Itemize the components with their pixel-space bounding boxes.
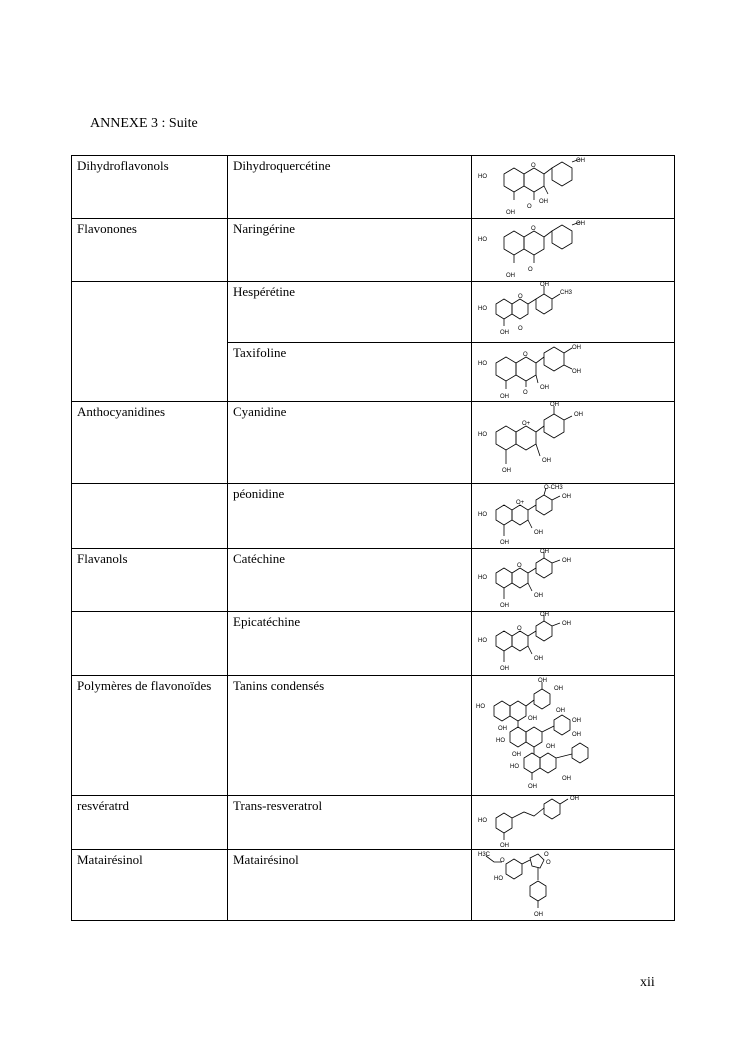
- atom-label: O: [544, 852, 549, 858]
- table-row: [72, 850, 675, 921]
- compound-cell: Taxifoline: [228, 343, 472, 402]
- compound-cell: Hespérétine: [228, 282, 472, 343]
- atom-label: HO: [478, 512, 487, 518]
- atom-label: H3C: [478, 852, 491, 858]
- cyanidin-structure-icon: [472, 402, 674, 482]
- atom-label: OH: [572, 718, 581, 724]
- atom-label: OH: [506, 273, 515, 279]
- atom-label: O: [518, 294, 523, 300]
- atom-label: HO: [476, 704, 485, 710]
- atom-label: O: [531, 226, 536, 232]
- atom-label: OH: [500, 394, 509, 400]
- atom-label: OH: [554, 686, 563, 692]
- structure-cell: [472, 850, 675, 921]
- table-row: [72, 676, 675, 796]
- structure-cell: [472, 282, 675, 343]
- class-cell: Anthocyanidines: [72, 402, 228, 484]
- atom-label: OH: [550, 402, 559, 408]
- atom-label: OH: [506, 210, 515, 216]
- table-row: [72, 402, 675, 484]
- atom-label: HO: [478, 306, 487, 312]
- atom-label: OH: [528, 784, 537, 790]
- atom-label: O: [546, 860, 551, 866]
- class-cell: resvératrd: [72, 796, 228, 850]
- compound-cell: Catéchine: [228, 549, 472, 612]
- compound-cell: Trans-resveratrol: [228, 796, 472, 850]
- catechin-structure-icon: [472, 549, 674, 611]
- class-cell: Dihydroflavonols: [72, 156, 228, 219]
- compound-cell: Tanins condensés: [228, 676, 472, 796]
- epicatechin-structure-icon: [472, 612, 674, 674]
- peonidin-structure-icon: [472, 484, 674, 547]
- atom-label: HO: [494, 876, 503, 882]
- class-cell: Matairésinol: [72, 850, 228, 921]
- atom-label: O: [531, 163, 536, 169]
- atom-label: OH: [540, 282, 549, 288]
- atom-label: OH: [570, 796, 579, 802]
- atom-label: O: [517, 563, 522, 569]
- class-cell: Flavonones: [72, 219, 228, 282]
- table-row: [72, 219, 675, 282]
- structure-cell: [472, 612, 675, 676]
- atom-label: O: [523, 352, 528, 358]
- structure-cell: [472, 676, 675, 796]
- atom-label: CH3: [560, 290, 573, 296]
- atom-label: OH: [562, 776, 571, 782]
- compound-cell: Naringérine: [228, 219, 472, 282]
- atom-label: OH: [539, 199, 548, 205]
- atom-label: OH: [500, 540, 509, 546]
- atom-label: OH: [572, 732, 581, 738]
- table-row: [72, 612, 675, 676]
- atom-label: OH: [562, 558, 571, 564]
- atom-label: OH: [562, 494, 571, 500]
- structure-cell: [472, 343, 675, 402]
- atom-label: O: [528, 267, 533, 273]
- structure-cell: [472, 484, 675, 549]
- flavonoid-table: [71, 155, 675, 921]
- atom-label: OH: [534, 912, 543, 918]
- dihydroquercetin-structure-icon: [472, 156, 674, 218]
- atom-label: HO: [478, 237, 487, 243]
- atom-label: OH: [556, 708, 565, 714]
- class-cell: [72, 343, 228, 402]
- hesperetin-structure-icon: [472, 282, 674, 342]
- atom-label: O: [518, 326, 523, 332]
- atom-label: OH: [562, 621, 571, 627]
- condensed-tannins-structure-icon: [472, 676, 674, 794]
- atom-label: OH: [540, 385, 549, 391]
- atom-label: OH: [500, 843, 509, 848]
- atom-label: OH: [500, 330, 509, 336]
- atom-label: O+: [516, 500, 525, 506]
- class-cell: [72, 612, 228, 676]
- atom-label: OH: [572, 345, 581, 351]
- class-cell: [72, 484, 228, 549]
- atom-label: HO: [478, 575, 487, 581]
- atom-label: OH: [540, 612, 549, 618]
- atom-label: HO: [478, 361, 487, 367]
- structure-cell: [472, 796, 675, 850]
- structure-cell: [472, 402, 675, 484]
- compound-cell: Epicatéchine: [228, 612, 472, 676]
- compound-cell: Dihydroquercétine: [228, 156, 472, 219]
- atom-label: OH: [540, 549, 549, 555]
- atom-label: HO: [478, 432, 487, 438]
- atom-label: O: [517, 626, 522, 632]
- atom-label: HO: [478, 174, 487, 180]
- atom-label: HO: [478, 818, 487, 824]
- atom-label: HO: [510, 764, 519, 770]
- table-row: [72, 484, 675, 549]
- atom-label: O: [527, 204, 532, 210]
- table-row: [72, 549, 675, 612]
- resveratrol-structure-icon: [472, 796, 674, 848]
- matairesinol-structure-icon: [472, 850, 674, 919]
- atom-label: OH: [528, 716, 537, 722]
- atom-label: OH: [534, 593, 543, 599]
- table-row: [72, 156, 675, 219]
- atom-label: O-CH3: [544, 485, 563, 491]
- atom-label: OH: [500, 603, 509, 609]
- atom-label: OH: [572, 369, 581, 375]
- atom-label: O: [523, 390, 528, 396]
- class-cell: Polymères de flavonoïdes: [72, 676, 228, 796]
- compound-cell: Matairésinol: [228, 850, 472, 921]
- annex-heading: ANNEXE 3 : Suite: [90, 116, 198, 131]
- class-cell: [72, 282, 228, 343]
- page-number: xii: [640, 975, 655, 990]
- atom-label: OH: [542, 458, 551, 464]
- atom-label: OH: [512, 752, 521, 758]
- structure-cell: [472, 156, 675, 219]
- atom-label: OH: [534, 656, 543, 662]
- atom-label: OH: [502, 468, 511, 474]
- atom-label: OH: [576, 158, 585, 164]
- atom-label: O+: [522, 421, 531, 427]
- compound-cell: Cyanidine: [228, 402, 472, 484]
- atom-label: O: [500, 858, 505, 864]
- atom-label: OH: [574, 412, 583, 418]
- naringenin-structure-icon: [472, 219, 674, 281]
- atom-label: HO: [496, 738, 505, 744]
- atom-label: HO: [478, 638, 487, 644]
- atom-label: OH: [534, 530, 543, 536]
- atom-label: OH: [538, 678, 547, 684]
- compound-cell: péonidine: [228, 484, 472, 549]
- class-cell: Flavanols: [72, 549, 228, 612]
- atom-label: OH: [500, 666, 509, 672]
- atom-label: OH: [498, 726, 507, 732]
- taxifolin-structure-icon: [472, 343, 674, 401]
- table-row: [72, 282, 675, 343]
- structure-cell: [472, 549, 675, 612]
- structure-cell: [472, 219, 675, 282]
- table-row: [72, 343, 675, 402]
- table-row: [72, 796, 675, 850]
- atom-label: OH: [546, 744, 555, 750]
- atom-label: OH: [576, 221, 585, 227]
